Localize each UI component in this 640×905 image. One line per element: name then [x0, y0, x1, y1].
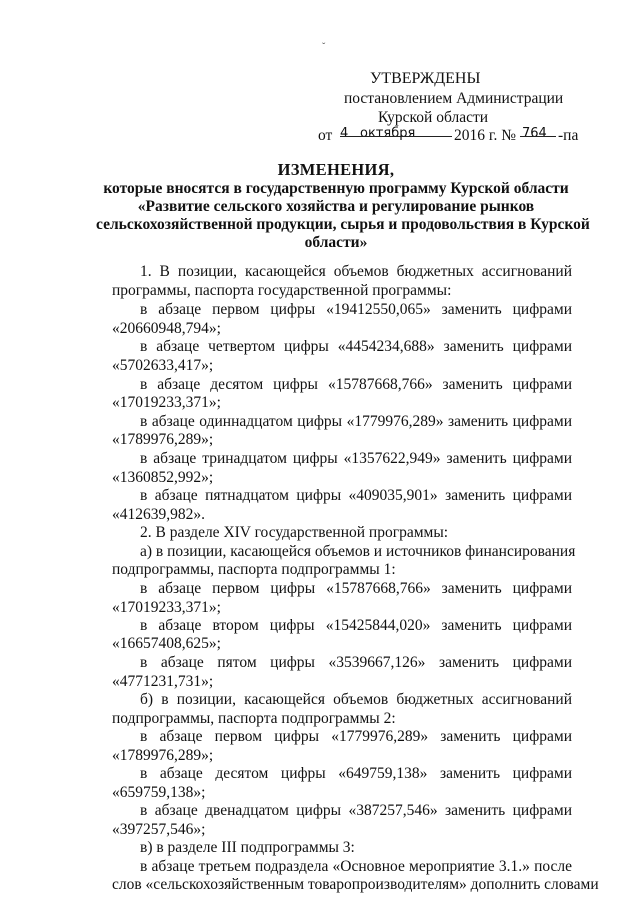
body-line: в абзаце десятом цифры «15787668,766» заменить цифрами [140, 376, 572, 393]
body-line: в абзаце пятом цифры «3539667,126» заменить цифрами [140, 654, 572, 671]
body-line: 2. В разделе XIV государственной программы: [140, 524, 449, 541]
date-underline [340, 136, 452, 137]
body-line: в абзаце десятом цифры «649759,138» заменить цифрами [140, 765, 572, 782]
subtitle-line-3: сельскохозяйственной продукции, сырья и продовольствия в Курской [96, 216, 590, 233]
body-line: 1. В позиции, касающейся объемов бюджетных ассигнований [140, 263, 572, 280]
approved-label: УТВЕРЖДЕНЫ [370, 70, 481, 87]
body-line: «20660948,794»; [112, 320, 221, 337]
body-line: «412639,982». [112, 506, 205, 523]
body-line: «4771231,731»; [112, 673, 214, 690]
body-line: «1360852,992»; [112, 469, 214, 486]
body-line: «5702633,417»; [112, 357, 214, 374]
number-suffix: -па [558, 127, 579, 144]
body-line: «17019233,371»; [112, 394, 221, 411]
subtitle-line-4: области» [304, 234, 368, 251]
body-line: в абзаце двенадцатом цифры «387257,546» заменить цифрами [140, 802, 572, 819]
date-month: октября [360, 126, 416, 141]
body-line: слов «сельскохозяйственным товаропроизводителям» дополнить словами [112, 876, 599, 893]
number-underline [520, 136, 556, 137]
date-prefix: от [318, 127, 333, 144]
body-line: в абзаце первом цифры «19412550,065» заменить цифрами [140, 301, 572, 318]
body-line: в абзаце одиннадцатом цифры «1779976,289» заменить цифрами [140, 413, 572, 430]
body-line: в абзаце третьем подраздела «Основное мероприятие 3.1.» после [140, 858, 572, 875]
body-line: в абзаце втором цифры «15425844,020» заменить цифрами [140, 617, 572, 634]
body-line: программы, паспорта государственной программы: [112, 282, 452, 299]
approved-by-line: постановлением Администрации [344, 90, 564, 107]
body-line: «17019233,371»; [112, 599, 221, 616]
doc-number: 764 [522, 126, 547, 141]
doc-title: ИЗМЕНЕНИЯ, [277, 160, 395, 179]
body-line: «659759,138»; [112, 784, 206, 801]
region-line: Курской области [378, 109, 489, 126]
subtitle-line-1: которые вносятся в государственную программу Курской области [103, 180, 569, 197]
scan-mark: ˇ [322, 42, 326, 53]
body-line: в абзаце тринадцатом цифры «1357622,949» заменить цифрами [140, 450, 572, 467]
body-line: в абзаце первом цифры «15787668,766» заменить цифрами [140, 580, 572, 597]
body-line: в) в разделе III подпрограммы 3: [140, 839, 355, 856]
body-line: «397257,546»; [112, 821, 206, 838]
body-line: подпрограммы, паспорта подпрограммы 2: [112, 710, 396, 727]
body-line: б) в позиции, касающейся объемов бюджетных ассигнований [140, 691, 572, 708]
body-line: «16657408,625»; [112, 635, 221, 652]
date-year: 2016 г. № [454, 127, 517, 144]
subtitle-line-2: «Развитие сельского хозяйства и регулирование рынков [137, 198, 535, 215]
body-line: а) в позиции, касающейся объемов и источников финансирования [140, 543, 576, 560]
body-line: «1789976,289»; [112, 431, 214, 448]
date-day: 4 [340, 126, 349, 141]
body-line: в абзаце первом цифры «1779976,289» заменить цифрами [140, 728, 572, 745]
body-line: в абзаце пятнадцатом цифры «409035,901» заменить цифрами [140, 487, 572, 504]
body-line: «1789976,289»; [112, 747, 214, 764]
body-line: в абзаце четвертом цифры «4454234,688» заменить цифрами [140, 338, 572, 355]
body-line: подпрограммы, паспорта подпрограммы 1: [112, 561, 396, 578]
